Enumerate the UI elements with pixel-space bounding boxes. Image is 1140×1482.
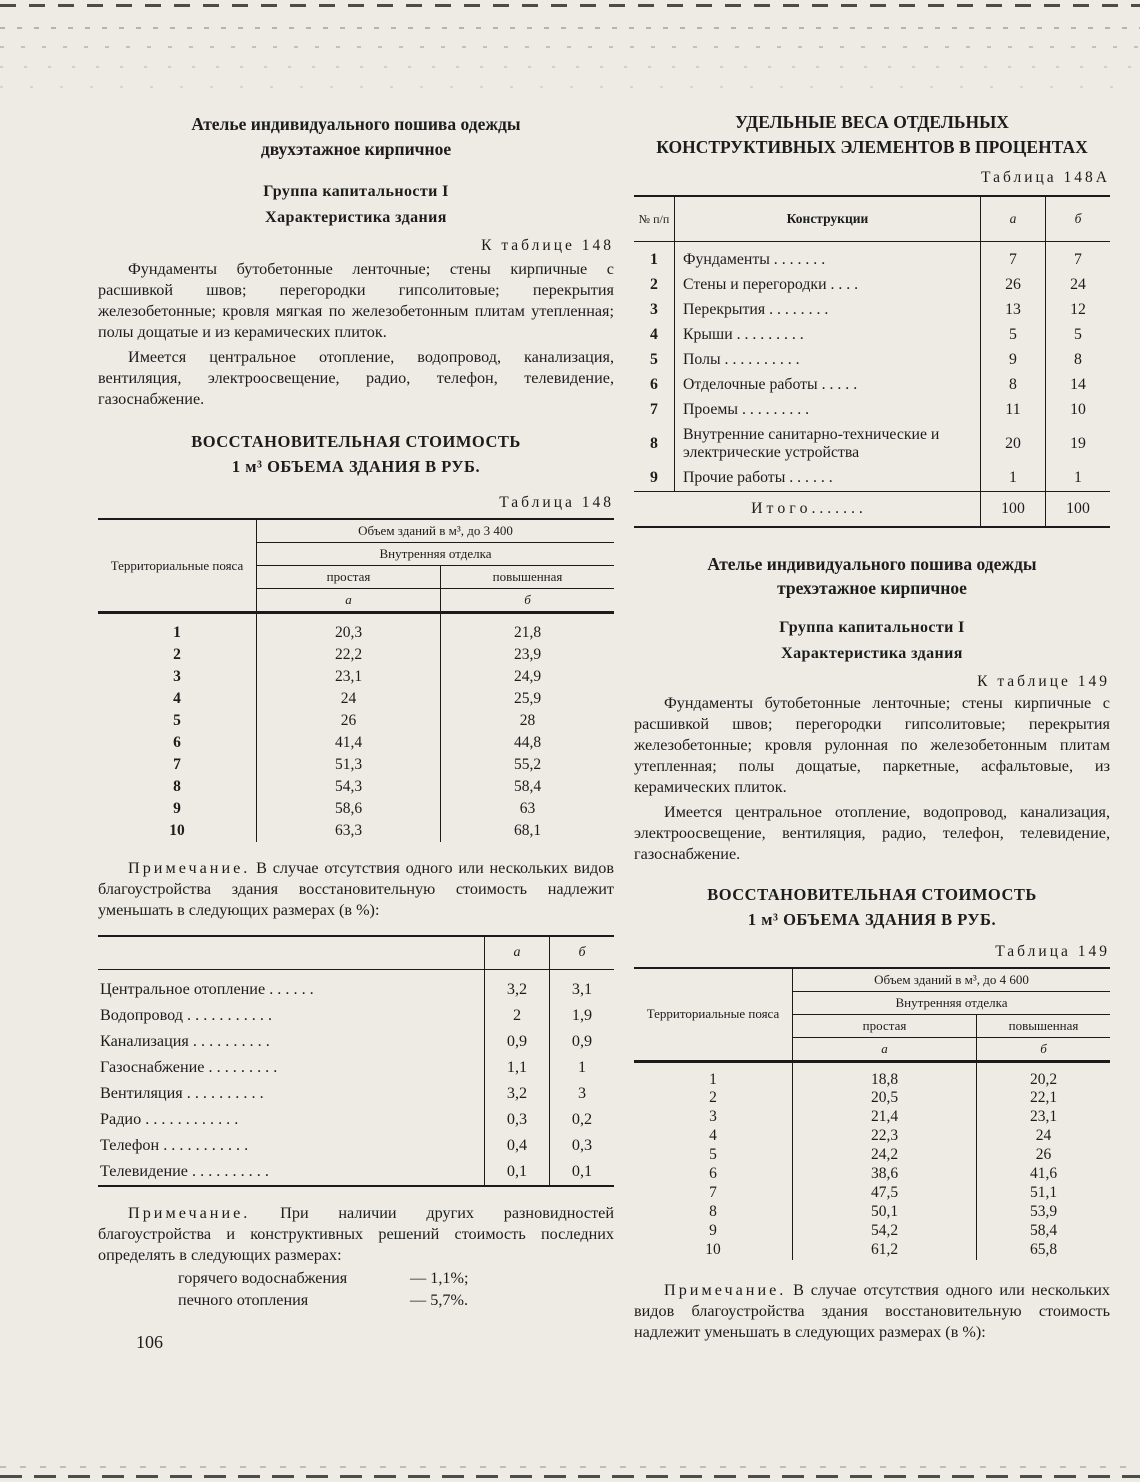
table-reference: К таблице 148	[481, 237, 614, 254]
construction-table-body	[634, 242, 1110, 492]
value-a-cell: 21,4	[793, 1108, 977, 1127]
table-row	[634, 273, 1110, 298]
building-title-right	[634, 552, 1110, 601]
note-label: Примечание.	[128, 1203, 251, 1222]
description-paragraph: Фундаменты бутобетонные ленточные; стены кирпичные с расшивкой швов; перегородки гипсолитовые; перекрытия железобетонные; кровля мягкая по железобетонным плитам утепленная; полы дощатые и из керамических плиток.	[98, 260, 614, 342]
table-row	[634, 466, 1110, 492]
value-a-cell: 3,2	[485, 970, 550, 1003]
improved-finish-header-cell: повышенная	[441, 565, 615, 588]
utility-label-cell: Телефон . . . . . . . . . . .	[98, 1133, 485, 1159]
value-b-cell: 0,2	[571, 1110, 593, 1129]
value-a-cell: 20,3	[257, 612, 441, 644]
row-number-cell: 6	[634, 373, 675, 398]
zone-cell: 7	[98, 754, 257, 776]
table-row	[634, 242, 1110, 273]
utilities-table-header	[98, 936, 614, 970]
value-b-cell: 23,9	[513, 645, 542, 663]
construction-label-cell: Прочие работы . . . . . .	[675, 466, 981, 492]
row-number-cell: 1	[634, 242, 675, 273]
cost-heading-right	[634, 883, 1110, 933]
value-b-cell: 8	[1074, 351, 1082, 368]
value-b-cell: 25,9	[513, 689, 542, 707]
value-a-cell: 5	[981, 323, 1046, 348]
empty-header-cell	[98, 936, 485, 970]
value-a-cell: 2	[485, 1003, 550, 1029]
table-row	[98, 732, 614, 754]
scan-artifact	[0, 1466, 1140, 1468]
zone-cell: 1	[98, 612, 257, 644]
weights-title-line2: КОНСТРУКТИВНЫХ ЭЛЕМЕНТОВ В ПРОЦЕНТАХ	[656, 136, 1088, 157]
value-a-cell: 24	[257, 688, 441, 710]
value-b-cell: 68,1	[513, 821, 542, 839]
zone-cell: 5	[98, 710, 257, 732]
building-title-line1: Ателье индивидуального пошива одежды	[707, 553, 1037, 574]
value-a-cell: 8	[981, 373, 1046, 398]
zone-cell: 3	[634, 1108, 793, 1127]
table-row	[98, 612, 614, 644]
value-a-cell: 1	[981, 466, 1046, 492]
utilities-reduction-table	[98, 935, 614, 1187]
column-left	[98, 112, 614, 1312]
utilities-table-body	[98, 970, 614, 1186]
construction-header-cell: Конструкции	[675, 196, 981, 242]
value-a-cell: 3,2	[485, 1081, 550, 1107]
value-a-cell: 41,4	[257, 732, 441, 754]
table-row	[98, 1107, 614, 1133]
table-row	[98, 970, 614, 1003]
note-item-value: — 5,7%.	[410, 1290, 468, 1309]
row-number-cell: 3	[634, 298, 675, 323]
zone-cell: 6	[98, 732, 257, 754]
table-row	[98, 1133, 614, 1159]
value-b-cell: 10	[1070, 401, 1086, 418]
value-b-cell: 3,1	[571, 980, 593, 999]
value-b-cell: 44,8	[513, 733, 542, 751]
zone-cell: 4	[634, 1127, 793, 1146]
column-a-header: а	[793, 1037, 977, 1061]
value-a-cell: 1,1	[485, 1055, 550, 1081]
cost-heading-left	[98, 430, 614, 480]
zone-cell: 4	[98, 688, 257, 710]
note-paragraph-1	[98, 858, 614, 921]
zone-cell: 9	[634, 1222, 793, 1241]
note-paragraph-2	[98, 1203, 614, 1266]
table-row	[634, 1127, 1110, 1146]
value-b-cell: 1	[577, 1058, 587, 1077]
utilities-paragraph: Имеется центральное отопление, водопровод, канализация, электроосвещение, вентиляция, радио, телефон, телевидение, газоснабжение.	[634, 802, 1110, 863]
volume-header-cell: Объем зданий в м³, до 4 600	[793, 968, 1111, 992]
table-row	[634, 1241, 1110, 1260]
note-paragraph	[634, 1280, 1110, 1343]
cost-heading-line2: 1 м³ ОБЪЕМА ЗДАНИЯ В РУБ.	[747, 909, 997, 929]
row-number-cell: 8	[634, 423, 675, 466]
value-a-cell: 54,2	[793, 1222, 977, 1241]
table-row	[98, 688, 614, 710]
construction-label-cell: Внутренние санитарно-технические и электрические устройства	[675, 423, 981, 466]
value-a-cell: 54,3	[257, 776, 441, 798]
row-number-cell: 7	[634, 398, 675, 423]
zone-cell: 10	[98, 820, 257, 842]
scan-artifact	[0, 27, 1140, 29]
construction-label-cell: Фундаменты . . . . . . .	[675, 242, 981, 273]
finish-header-cell: Внутренняя отделка	[257, 542, 615, 565]
note-item-value: — 1,1%;	[410, 1268, 469, 1287]
value-a-cell: 38,6	[793, 1165, 977, 1184]
table-row	[98, 820, 614, 842]
value-b-cell: 0,9	[571, 1032, 593, 1051]
note-item	[178, 1268, 614, 1290]
building-title-left	[98, 112, 614, 161]
weights-title-line1: УДЕЛЬНЫЕ ВЕСА ОТДЕЛЬНЫХ	[735, 112, 1009, 132]
cost-table-148	[98, 518, 614, 842]
value-a-cell: 0,4	[485, 1133, 550, 1159]
total-b-cell: 100	[1046, 491, 1111, 527]
construction-label-cell: Крыши . . . . . . . . .	[675, 323, 981, 348]
row-number-cell: 2	[634, 273, 675, 298]
value-b-cell: 41,6	[1029, 1165, 1058, 1183]
value-b-cell: 22,1	[1029, 1089, 1058, 1107]
value-b-cell: 24,9	[513, 667, 542, 685]
table-row	[98, 1055, 614, 1081]
value-a-cell: 20,5	[793, 1089, 977, 1108]
table-caption-149: Таблица 149	[995, 942, 1110, 960]
value-a-cell: 13	[981, 298, 1046, 323]
column-b-header: б	[1040, 1040, 1047, 1056]
value-b-cell: 24	[1035, 1127, 1052, 1145]
table-row	[634, 1089, 1110, 1108]
utility-label-cell: Водопровод . . . . . . . . . . .	[98, 1003, 485, 1029]
table-row	[98, 798, 614, 820]
value-a-cell: 11	[981, 398, 1046, 423]
total-row	[634, 491, 1110, 527]
cost-heading-line1: ВОССТАНОВИТЕЛЬНАЯ СТОИМОСТЬ	[707, 885, 1037, 904]
note-label: Примечание.	[664, 1280, 787, 1299]
building-characteristic-label: Характеристика здания	[265, 209, 447, 226]
scan-artifact	[0, 46, 1140, 48]
utility-label-cell: Газоснабжение . . . . . . . . .	[98, 1055, 485, 1081]
cost-table-148-body	[98, 612, 614, 842]
value-b-cell: 58,4	[513, 777, 542, 795]
value-a-cell: 47,5	[793, 1184, 977, 1203]
value-b-cell: 58,4	[1029, 1221, 1058, 1239]
building-characteristic-label: Характеристика здания	[781, 644, 963, 662]
note-item-list	[178, 1268, 614, 1312]
value-b-cell: 65,8	[1029, 1240, 1058, 1258]
table-row	[634, 398, 1110, 423]
construction-label-cell: Перекрытия . . . . . . . .	[675, 298, 981, 323]
value-a-cell: 26	[257, 710, 441, 732]
construction-label-cell: Стены и перегородки . . . .	[675, 273, 981, 298]
scan-artifact	[0, 66, 1140, 68]
row-number-cell: 5	[634, 348, 675, 373]
cost-table-148-header	[98, 519, 614, 613]
cost-heading-line1: ВОССТАНОВИТЕЛЬНАЯ СТОИМОСТЬ	[191, 432, 521, 452]
volume-header-cell: Объем зданий в м³, до 3 400	[257, 519, 615, 543]
column-b-header: б	[524, 591, 531, 607]
table-row	[634, 1108, 1110, 1127]
value-a-cell: 51,3	[257, 754, 441, 776]
note-item	[178, 1290, 614, 1312]
description-paragraph: Фундаменты бутобетонные ленточные; стены кирпичные с расшивкой швов; перегородки гипсолитовые; перекрытия железобетонные; кровля рулонная по железобетонным плитам утепленная; полы дощатые, паркетные, асфальтовые, из керамических плиток.	[634, 693, 1110, 796]
zone-cell: 6	[634, 1165, 793, 1184]
value-a-cell: 23,1	[257, 666, 441, 688]
construction-label-cell: Отделочные работы . . . . .	[675, 373, 981, 398]
table-row	[634, 373, 1110, 398]
table-row	[634, 1222, 1110, 1241]
capital-group-label: Группа капитальности I	[263, 183, 449, 200]
note-label: Примечание.	[128, 858, 251, 877]
table-row	[634, 323, 1110, 348]
simple-finish-header-cell: простая	[793, 1014, 977, 1037]
utilities-paragraph: Имеется центральное отопление, водопровод, канализация, вентиляция, электроосвещение, радио, телефон, телевидение, газоснабжение.	[98, 348, 614, 409]
value-a-cell: 22,3	[793, 1127, 977, 1146]
table-row	[98, 1029, 614, 1055]
simple-finish-header-cell: простая	[257, 565, 441, 588]
utility-label-cell: Радио . . . . . . . . . . . .	[98, 1107, 485, 1133]
total-a-cell: 100	[981, 491, 1046, 527]
zone-cell: 1	[634, 1061, 793, 1089]
value-b-cell: 14	[1070, 376, 1086, 393]
cost-table-149	[634, 967, 1110, 1260]
value-b-cell: 24	[1070, 276, 1086, 293]
value-a-cell: 58,6	[257, 798, 441, 820]
value-a-cell: 7	[981, 242, 1046, 273]
value-a-cell: 0,9	[485, 1029, 550, 1055]
value-a-cell: 18,8	[793, 1061, 977, 1089]
capital-group-label: Группа капитальности I	[779, 618, 965, 636]
value-b-cell: 53,9	[1029, 1202, 1058, 1220]
value-a-cell: 24,2	[793, 1146, 977, 1165]
cost-table-149-header	[634, 968, 1110, 1062]
zone-cell: 7	[634, 1184, 793, 1203]
page-number: 106	[136, 1332, 163, 1352]
value-b-cell: 55,2	[513, 755, 542, 773]
table-row	[634, 298, 1110, 323]
value-b-cell: 28	[519, 711, 536, 729]
cost-heading-line2: 1 м³ ОБЪЕМА ЗДАНИЯ В РУБ.	[231, 457, 481, 477]
value-a-cell: 63,3	[257, 820, 441, 842]
table-row	[98, 644, 614, 666]
table-row	[98, 1081, 614, 1107]
scan-artifact	[0, 86, 1140, 88]
scan-artifact-bottom	[0, 1475, 1140, 1478]
utility-label-cell: Канализация . . . . . . . . . .	[98, 1029, 485, 1055]
zone-header-cell: Территориальные пояса	[634, 968, 793, 1062]
value-b-cell: 3	[577, 1084, 587, 1103]
value-a-cell: 20	[981, 423, 1046, 466]
value-b-cell: 19	[1070, 435, 1086, 452]
total-label-cell: И т о г о . . . . . . .	[634, 491, 981, 527]
note-item-name: печного отопления	[178, 1290, 309, 1309]
construction-label-cell: Проемы . . . . . . . . .	[675, 398, 981, 423]
zone-cell: 10	[634, 1241, 793, 1260]
row-number-cell: 9	[634, 466, 675, 492]
zone-cell: 9	[98, 798, 257, 820]
table-row	[634, 1061, 1110, 1089]
column-b-header: б	[550, 936, 615, 970]
value-a-cell: 50,1	[793, 1203, 977, 1222]
value-a-cell: 9	[981, 348, 1046, 373]
table-row	[634, 423, 1110, 466]
value-b-cell: 21,8	[513, 623, 542, 641]
table-row	[634, 1146, 1110, 1165]
table-row	[98, 776, 614, 798]
row-number-cell: 4	[634, 323, 675, 348]
zone-cell: 3	[98, 666, 257, 688]
value-b-cell: 1,9	[571, 1006, 593, 1025]
column-a-header: а	[981, 196, 1046, 242]
value-b-cell: 63	[519, 799, 536, 817]
note-text: При наличии других разновидностей благоустройства и конструктивных решений стоимость последних определять в следующих размерах:	[98, 1203, 615, 1264]
construction-weights-table	[634, 195, 1110, 528]
row-number-header: № п/п	[634, 196, 675, 242]
value-b-cell: 23,1	[1029, 1108, 1058, 1126]
zone-cell: 2	[98, 644, 257, 666]
value-b-cell: 0,1	[571, 1162, 593, 1181]
utility-label-cell: Центральное отопление . . . . . .	[98, 970, 485, 1003]
building-title-line2: трехэтажное кирпичное	[777, 578, 967, 598]
finish-header-cell: Внутренняя отделка	[793, 991, 1111, 1014]
improved-finish-header-cell: повышенная	[977, 1014, 1111, 1037]
value-b-cell: 5	[1074, 326, 1082, 343]
note-text: В случае отсутствия одного или нескольких видов благоустройства здания восстановительную стоимость надлежит уменьшать в следующих размерах (в %):	[98, 858, 614, 920]
weights-title	[634, 110, 1110, 159]
column-b-header: б	[1046, 196, 1111, 242]
table-caption-148: Таблица 148	[499, 493, 614, 511]
table-row	[98, 666, 614, 688]
note-item-name: горячего водоснабжения	[178, 1268, 348, 1287]
table-row	[634, 348, 1110, 373]
column-a-header: а	[485, 936, 550, 970]
zone-cell: 5	[634, 1146, 793, 1165]
value-b-cell: 20,2	[1029, 1070, 1058, 1088]
building-title-line1: Ателье индивидуального пошива одежды	[191, 114, 521, 134]
value-a-cell: 26	[981, 273, 1046, 298]
construction-label-cell: Полы . . . . . . . . . .	[675, 348, 981, 373]
table-row	[634, 1184, 1110, 1203]
table-caption-148a: Таблица 148А	[981, 169, 1110, 186]
table-reference: К таблице 149	[977, 672, 1110, 690]
value-b-cell: 12	[1070, 301, 1086, 318]
table-row	[634, 1203, 1110, 1222]
value-b-cell: 1	[1074, 469, 1082, 486]
value-b-cell: 0,3	[571, 1136, 593, 1155]
zone-cell: 8	[634, 1203, 793, 1222]
construction-table-header	[634, 196, 1110, 242]
cost-table-149-body	[634, 1061, 1110, 1260]
table-row	[98, 1003, 614, 1029]
utility-label-cell: Телевидение . . . . . . . . . .	[98, 1159, 485, 1186]
value-a-cell: 22,2	[257, 644, 441, 666]
value-a-cell: 61,2	[793, 1241, 977, 1260]
table-row	[98, 710, 614, 732]
zone-cell: 2	[634, 1089, 793, 1108]
construction-table-total	[634, 491, 1110, 527]
value-b-cell: 51,1	[1029, 1183, 1058, 1201]
table-row	[98, 1159, 614, 1186]
note-text: В случае отсутствия одного или нескольких видов благоустройства здания восстановительную стоимость надлежит уменьшать в следующих размерах (в %):	[634, 1280, 1110, 1341]
value-b-cell: 26	[1035, 1146, 1052, 1164]
zone-header-cell: Территориальные пояса	[98, 519, 257, 613]
table-row	[98, 754, 614, 776]
zone-cell: 8	[98, 776, 257, 798]
column-right	[634, 110, 1110, 1343]
value-a-cell: 0,1	[485, 1159, 550, 1186]
utility-label-cell: Вентиляция . . . . . . . . . .	[98, 1081, 485, 1107]
value-b-cell: 7	[1074, 251, 1082, 268]
table-row	[634, 1165, 1110, 1184]
scan-artifact-top	[0, 4, 1140, 7]
building-title-line2: двухэтажное кирпичное	[260, 138, 452, 159]
value-a-cell: 0,3	[485, 1107, 550, 1133]
column-a-header: а	[257, 588, 441, 612]
